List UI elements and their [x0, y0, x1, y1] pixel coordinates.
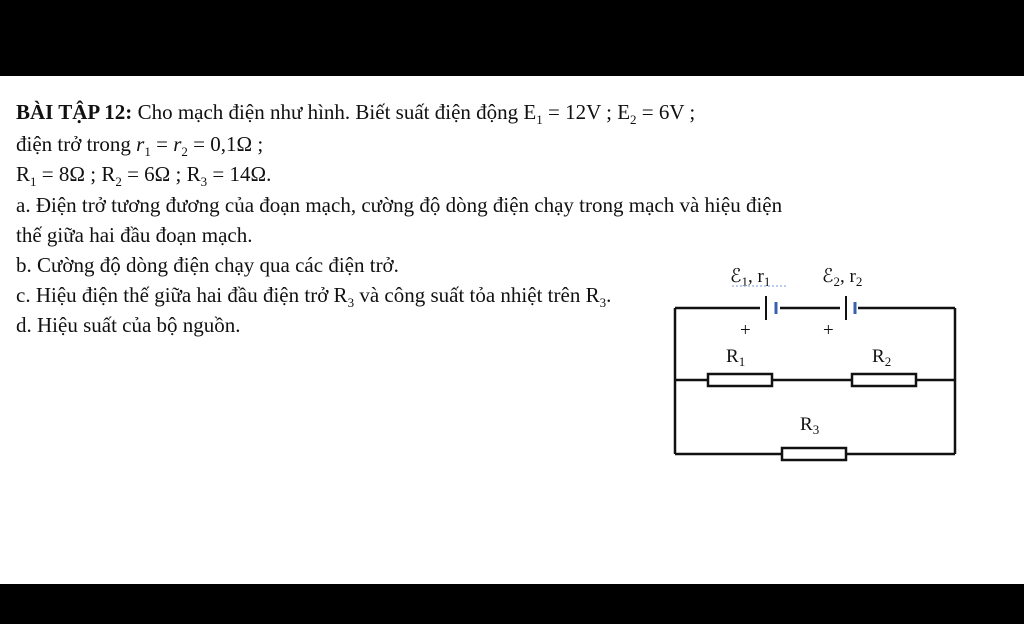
resistor-R1: [708, 374, 772, 386]
problem-line-1: [16, 100, 695, 132]
label-R3-letter: R: [800, 414, 813, 435]
internal-resistance-value: = 0,1Ω ;: [187, 132, 264, 156]
battery-1: [766, 296, 776, 320]
source-2-rsub: 2: [855, 274, 863, 289]
source-1-sub: 1: [741, 274, 749, 289]
R2-sub: 2: [115, 174, 122, 190]
source-1-symbol: ℰ: [730, 266, 742, 287]
emf1-sub: 1: [536, 112, 543, 128]
source-1-r: , r: [748, 266, 764, 287]
R3-sub: 3: [200, 174, 208, 190]
R1-sub: 1: [30, 174, 37, 190]
source-2-symbol: ℰ: [822, 266, 834, 287]
label-R1-letter: R: [726, 346, 739, 367]
question-c-pre: c. Hiệu điện thế giữa hai đầu điện trở R: [16, 283, 348, 307]
r2-sub: 2: [181, 144, 188, 160]
problem-line-2: [16, 132, 263, 164]
R3-symbol: R: [186, 162, 201, 186]
source-2-r: , r: [840, 266, 856, 287]
question-c-end: .: [606, 283, 612, 307]
problem-intro: Cho mạch điện như hình. Biết suất điện động: [132, 100, 524, 124]
r1-symbol: r: [136, 132, 145, 156]
R2-symbol: R: [101, 162, 116, 186]
problem-line-3: [16, 162, 271, 194]
problem-heading: BÀI TẬP 12:: [16, 100, 133, 124]
label-R2: [872, 346, 891, 369]
equals-sign: =: [150, 132, 174, 156]
question-c-mid: và công suất tỏa nhiệt trên R: [354, 283, 600, 307]
question-b: b. Cường độ dòng điện chạy qua các điện trở.: [16, 253, 399, 277]
question-c: [16, 283, 611, 315]
emf2-symbol: E: [617, 100, 631, 124]
R1-symbol: R: [16, 162, 31, 186]
battery-2: [846, 296, 855, 320]
label-R3-sub: 3: [812, 422, 820, 437]
source-2-sub: 2: [833, 274, 841, 289]
R3-value: = 14Ω.: [207, 162, 272, 186]
label-R2-sub: 2: [884, 354, 892, 369]
source-2-label: [822, 266, 862, 289]
question-a-line-2: thế giữa hai đầu đoạn mạch.: [16, 223, 253, 247]
emf1-value: = 12V ;: [542, 100, 618, 124]
R1-value: = 8Ω ;: [36, 162, 102, 186]
plus-sign-2: +: [823, 320, 834, 341]
r2-symbol: r: [173, 132, 182, 156]
emf2-value: = 6V ;: [636, 100, 696, 124]
plus-sign-1: +: [740, 320, 751, 341]
label-R1: [726, 346, 745, 369]
R2-value: = 6Ω ;: [121, 162, 187, 186]
circuit-diagram: [660, 258, 970, 478]
internal-resistance-label: điện trở trong: [16, 132, 137, 156]
r1-sub: 1: [144, 144, 151, 160]
question-c-sub: 3: [347, 295, 355, 311]
question-c-sub2: 3: [599, 295, 607, 311]
resistor-R2: [852, 374, 916, 386]
source-1-rsub: 1: [763, 274, 771, 289]
label-R1-sub: 1: [738, 354, 746, 369]
emf2-sub: 2: [630, 112, 637, 128]
question-d: d. Hiệu suất của bộ nguồn.: [16, 313, 241, 337]
emf1-symbol: E: [523, 100, 537, 124]
question-a-line-1: a. Điện trở tương đương của đoạn mạch, cường độ dòng điện chạy trong mạch và hiệu điện: [16, 193, 783, 217]
label-R3: [800, 414, 819, 437]
resistor-R3: [782, 448, 846, 460]
label-R2-letter: R: [872, 346, 885, 367]
